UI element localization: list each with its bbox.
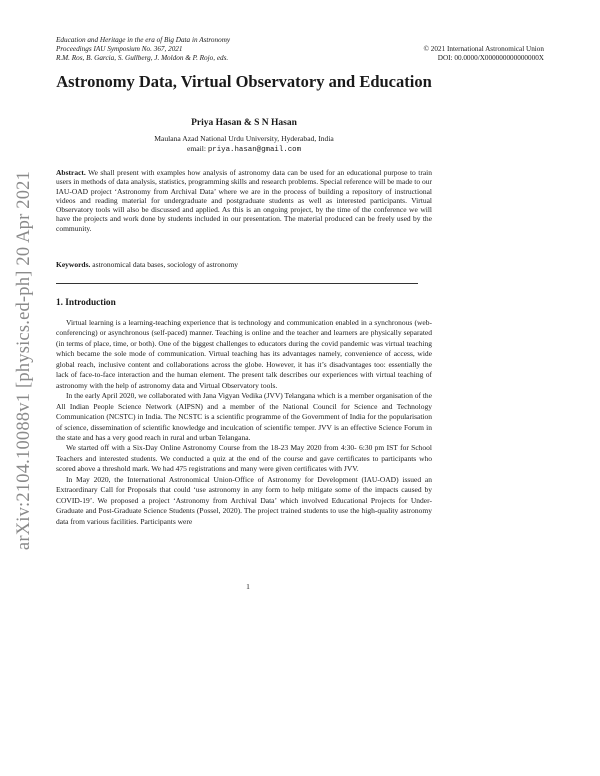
email-line — [56, 144, 432, 156]
paragraph: In May 2020, the International Astronomical Union-Office of Astronomy for Development (IAU-OAD) issued an Extraordinary Call for Proposals that could ‘use astronomy in any form to help mitigate some of the impacts caused by COVID-19’. We proposed a project ‘Astronomy from Archival Data’ which involved Educational Projects for Under-Graduate and Post-Graduate Science Students (Possel, 2020). The project trained students to use the high-quality astronomy data from various facilities. Participants were — [56, 474, 432, 526]
paper-title: Astronomy Data, Virtual Observatory and Education — [56, 72, 432, 91]
paragraph: We started off with a Six-Day Online Astronomy Course from the 18-23 May 2020 from 4:30- 6:30 pm IST for School Teachers and interested students. We conducted a quiz at the end of the course and gave certificates to participants who scored above a threshold mark. We had 475 registrations and many were given certificates with JVV. — [56, 443, 432, 474]
paper-authors: Priya Hasan & S N Hasan — [191, 118, 297, 128]
arxiv-stamp — [4, 130, 46, 590]
header-proceedings: Proceedings IAU Symposium No. 367, 2021 — [56, 44, 183, 53]
paragraph: In the early April 2020, we collaborated with Jana Vigyan Vedika (JVV) Telangana which is a member organisation of the All Indian People Science Network (AIPSN) and a member of the National Council for Science and Technology Communication (NCSTC) in India. The NCSTC is a scientific programme of the Government of India for the popularisation of science, dissemination of scientific knowledge and inculcation of scientific temper. JVV is an effective Science Forum in the state and has a very good reach in rural and urban Telangana. — [56, 391, 432, 442]
page-number: 1 — [246, 582, 250, 591]
abstract-label: Abstract. — [56, 168, 86, 177]
affiliation-block — [56, 134, 432, 155]
header-copyright: © 2021 International Astronomical Union — [423, 44, 544, 53]
email-address[interactable]: priya.hasan@gmail.com — [207, 145, 302, 154]
section-body — [56, 318, 432, 527]
divider-rule — [56, 283, 418, 284]
keywords-label: Keywords. — [56, 260, 91, 269]
affiliation: Maulana Azad National Urdu University, Hyderabad, India — [154, 134, 334, 143]
header-editors: R.M. Ros, B. Garcia, S. Gullberg, J. Moldon & P. Rojo, eds. — [56, 53, 229, 62]
abstract — [56, 168, 432, 233]
section-heading: 1. Introduction — [56, 298, 116, 308]
email-label: email: — [186, 143, 206, 153]
header-conference: Education and Heritage in the era of Big Data in Astronomy — [56, 36, 231, 44]
abstract-text: We shall present with examples how analysis of astronomy data can be used for an educational purpose to train users in methods of data analysis, statistics, programming skills and research problems. Special reference will be made to our IAU-OAD project ‘Astronomy from Archival Data’ where we are in the process of building a repository of instructional videos and reading material for undergraduate and postgraduate students as well as interested participants. Virtual Observatory tools will also be discussed and applied. As this is an ongoing project, by the time of the conference we will have the projects and work done by students included in our presentation. The material produced can be freely used by the community. — [56, 168, 432, 233]
paragraph: Virtual learning is a learning-teaching experience that is technology and communication enabled in a synchronous (web-conferencing) or asynchronous (self-paced) manner. Teaching is online and the teacher and learners are physically separated (in terms of place, time, or both). One of the biggest challenges to educators during the covid pandemic was virtual teaching which became the sole mode of communication. Virtual teaching has its advantages namely, convenience of access, wide global reach, inclusive content and collaborations across the globe. However, it has it’s disadvantages too: essentially the lack of face-to-face interaction and the human element. The present talk describes our experiences with virtual teaching of astronomy with the help of astronomy data and Virtual Observatory tools. — [56, 318, 432, 390]
keywords — [56, 260, 432, 269]
header-right — [374, 36, 544, 62]
arxiv-identifier: arXiv:2104.10088v1 [physics.ed-ph] 20 Apr 2021 — [14, 170, 35, 550]
header-doi: DOI: 00.0000/X000000000000000X — [437, 53, 544, 62]
keywords-text: astronomical data bases, sociology of astronomy — [92, 260, 239, 269]
